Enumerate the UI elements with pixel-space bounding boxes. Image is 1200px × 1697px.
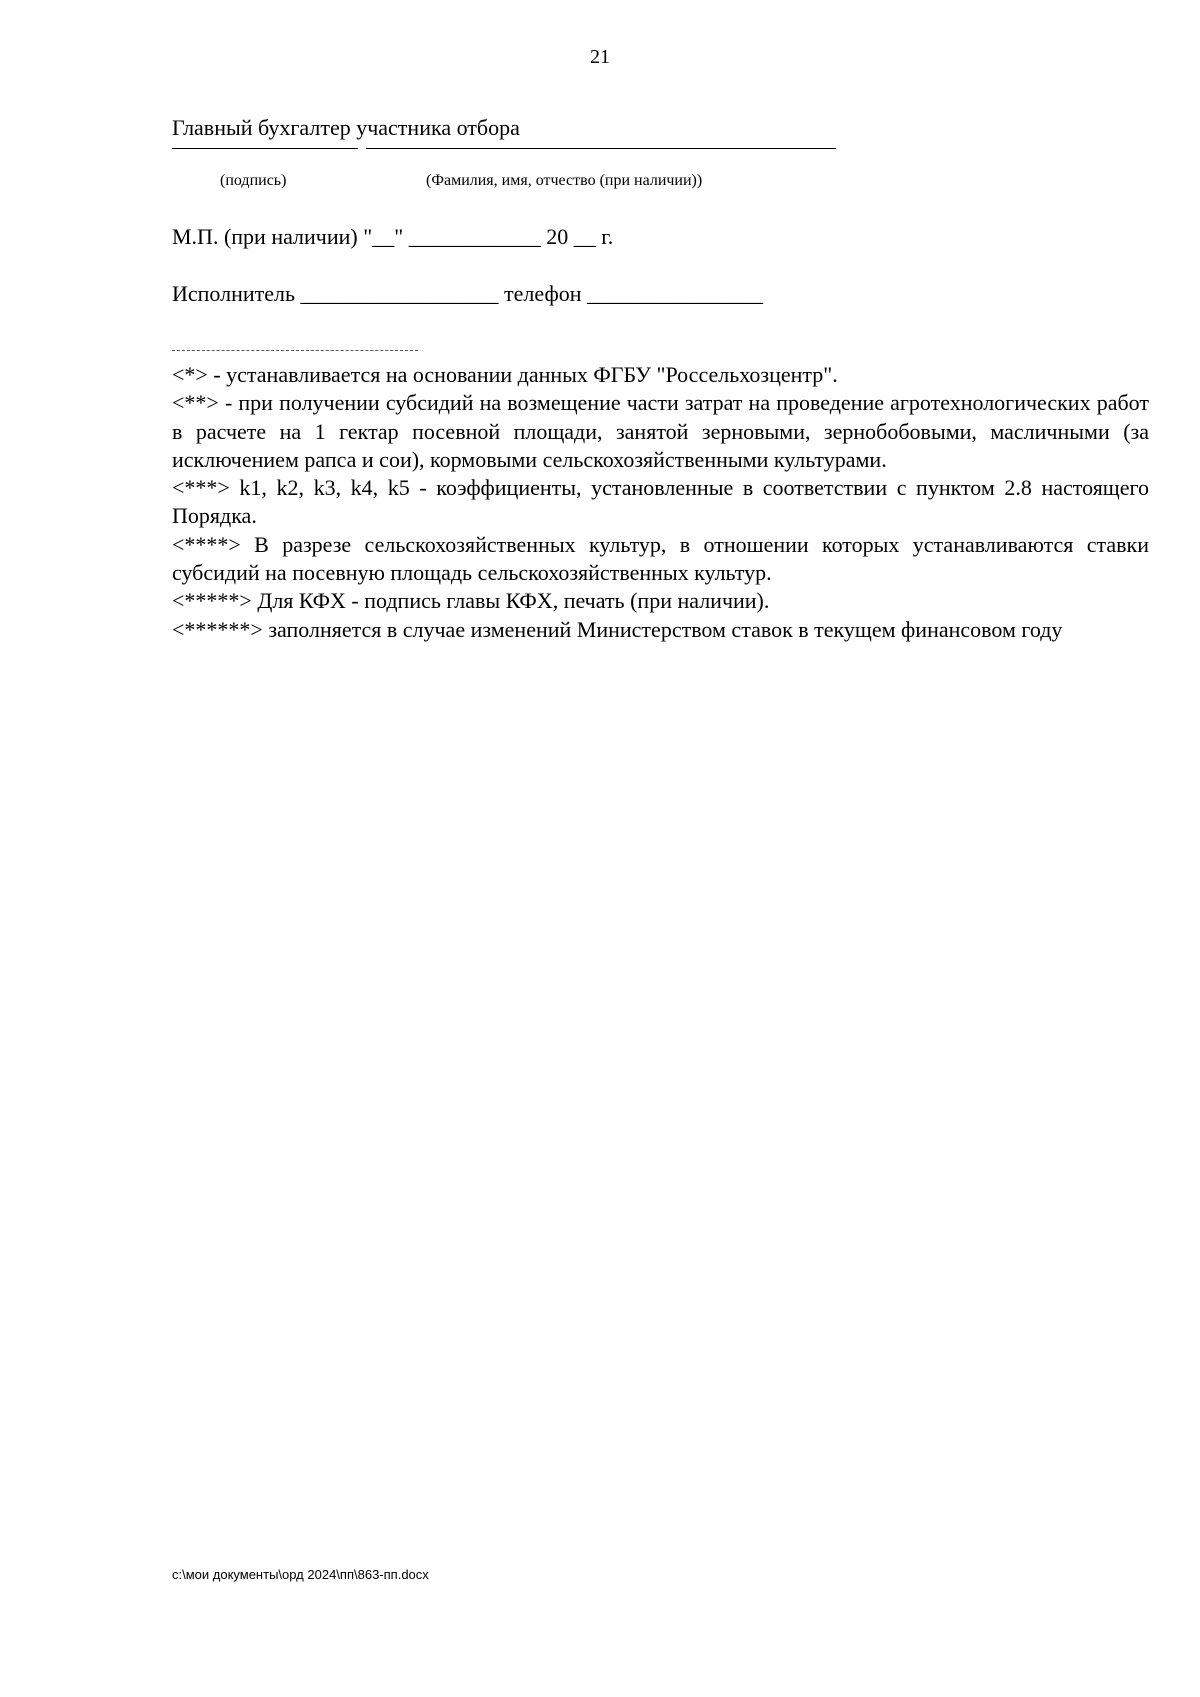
footer-file-path: c:\мои документы\орд 2024\пп\863-пп.docx <box>172 1567 429 1582</box>
page-number: 21 <box>590 46 610 68</box>
stamp-date-line: М.П. (при наличии) "__" ____________ 20 __ г. <box>172 224 614 249</box>
footnote: <******> заполняется в случае изменений Министерством ставок в текущем финансовом году <box>172 616 1063 642</box>
footnote: <*> - устанавливается на основании данных ФГБУ "Россельхозцентр". <box>172 362 838 387</box>
signature-caption: (подпись) <box>220 172 287 189</box>
full-name-line <box>366 148 836 149</box>
footnote: <*****> Для КФХ - подпись главы КФХ, печать (при наличии). <box>172 588 770 614</box>
executor-phone-line: Исполнитель __________________ телефон ________________ <box>172 281 763 306</box>
footnotes <box>172 361 1149 644</box>
footnote: <**> - при получении субсидий на возмещение части затрат на проведение агротехнологических работ в расчете на 1 гектар посевной площади, занятой зерновыми, зернобобовыми, масличными (за исключением рапса и сои), кормовыми сельскохозяйственными культурами. <box>172 390 1149 472</box>
full-name-caption: (Фамилия, имя, отчество (при наличии)) <box>426 172 703 189</box>
signatory-title: Главный бухгалтер участника отбора <box>172 115 520 140</box>
signature-line <box>172 148 358 149</box>
footnote: <****> В разрезе сельскохозяйственных культур, в отношении которых устанавливаются ставки субсидий на посевную площадь сельскохозяйственных культур. <box>172 531 1149 586</box>
footnote-separator <box>172 350 418 351</box>
footnote: <***> k1, k2, k3, k4, k5 - коэффициенты, установленные в соответствии с пунктом 2.8 настоящего Порядка. <box>172 475 1149 529</box>
